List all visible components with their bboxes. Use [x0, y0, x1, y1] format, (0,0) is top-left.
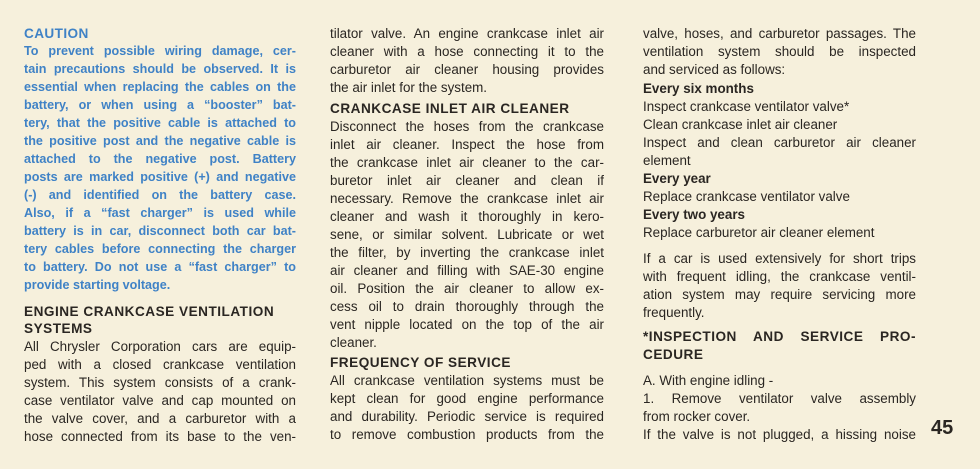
list-item: Replace crankcase ventilator valve: [643, 189, 850, 204]
body-line: to remove combustion products from the: [330, 427, 604, 442]
caution-line: to battery. Do not use a “fast charger” to: [24, 260, 296, 274]
list-item: element: [643, 153, 691, 168]
section-heading: ENGINE CRANKCASE VENTILATION: [24, 304, 275, 319]
body-line: oil. Position the air cleaner to allow ex-: [330, 281, 604, 296]
page-number: 45: [931, 417, 954, 439]
section-heading: CRANKCASE INLET AIR CLEANER: [330, 101, 570, 116]
caution-line: tery cables before connecting the charger: [24, 242, 296, 256]
list-item: Replace carburetor air cleaner element: [643, 225, 875, 240]
body-line: kept clean for good engine performance: [330, 391, 604, 406]
body-line: the crankcase inlet air cleaner to the car-: [330, 155, 604, 170]
note-line: frequently.: [643, 305, 705, 320]
body-line: case ventilator valve and cap mounted on: [24, 393, 296, 408]
caution-line: (-) and identified on the battery case.: [24, 188, 296, 202]
body-line: the filter, by inverting the crankcase inlet: [330, 245, 604, 260]
section-heading: SYSTEMS: [24, 321, 93, 336]
subheading-year: Every year: [643, 171, 711, 186]
body-line: All crankcase ventilation systems must be: [330, 373, 604, 388]
caution-line: the positive post and the negative cable is: [24, 134, 296, 148]
body-line: air cleaner and filling with SAE-30 engine: [330, 263, 604, 278]
caution-line: tain precautions should be observed. It is: [24, 62, 296, 76]
subheading-six-months: Every six months: [643, 81, 754, 96]
body-line: the valve cover, and a carburetor with a: [24, 411, 296, 426]
body-line: system. This system consists of a crank-: [24, 375, 296, 390]
subheading-two-years: Every two years: [643, 207, 745, 222]
caution-line: provide starting voltage.: [24, 278, 171, 292]
caution-line: attached to the negative post. Battery: [24, 152, 296, 166]
caution-line: To prevent possible wiring damage, cer-: [24, 44, 296, 58]
section-heading: FREQUENCY OF SERVICE: [330, 355, 511, 370]
caution-line: battery is in car, disconnect both car bat-: [24, 224, 296, 238]
body-line: cess oil to drain thoroughly through the: [330, 299, 604, 314]
body-line: sene, or similar solvent. Lubricate or wet: [330, 227, 604, 242]
body-line: valve, hoses, and carburetor passages. The: [643, 26, 916, 41]
caution-line: Also, if a “fast charger” is used while: [24, 206, 296, 220]
caution-line: tery, that the positive cable is attached to: [24, 116, 296, 130]
body-line: cleaner.: [330, 335, 377, 350]
step-line: 1. Remove ventilator valve assembly: [643, 391, 916, 406]
section-heading: *INSPECTION AND SERVICE PRO-: [643, 329, 916, 344]
list-item: Inspect and clean carburetor air cleaner: [643, 135, 916, 150]
body-line: ventilation system should be inspected: [643, 44, 916, 59]
caution-title: CAUTION: [24, 26, 89, 41]
body-line: carburetor air cleaner housing provides: [330, 62, 604, 77]
body-line: cleaner with a hose connecting it to the: [330, 44, 604, 59]
body-line: the air inlet for the system.: [330, 80, 488, 95]
list-item: Clean crankcase inlet air cleaner: [643, 117, 838, 132]
body-line: necessary. Remove the crankcase inlet air: [330, 191, 604, 206]
body-line: inlet air cleaner. Inspect the hose from: [330, 137, 604, 152]
section-heading: CEDURE: [643, 347, 704, 362]
body-line: buretor inlet air cleaner and clean if: [330, 173, 604, 188]
body-line: tilator valve. An engine crankcase inlet air: [330, 26, 604, 41]
step-line: from rocker cover.: [643, 409, 751, 424]
caution-line: essential when replacing the cables on the: [24, 80, 296, 94]
body-line: All Chrysler Corporation cars are equip-: [24, 339, 296, 354]
body-line: and durability. Periodic service is required: [330, 409, 604, 424]
caution-line: posts are marked positive (+) and negative: [24, 170, 296, 184]
step-line: A. With engine idling -: [643, 373, 774, 388]
body-line: Disconnect the hoses from the crankcase: [330, 119, 604, 134]
step-line: If the valve is not plugged, a hissing noise: [643, 427, 916, 442]
note-line: with frequent idling, the crankcase ventil-: [643, 269, 916, 284]
body-line: hose connected from its base to the ven-: [24, 429, 296, 444]
note-line: ation system may require servicing more: [643, 287, 916, 302]
body-line: cleaner and wash it thoroughly in kero-: [330, 209, 604, 224]
caution-line: battery, or when using a “booster” bat-: [24, 98, 296, 112]
list-item: Inspect crankcase ventilator valve*: [643, 99, 850, 114]
body-line: and serviced as follows:: [643, 62, 786, 77]
body-line: vent nipple located on the top of the air: [330, 317, 604, 332]
note-line: If a car is used extensively for short trips: [643, 251, 916, 266]
body-line: ped with a closed crankcase ventilation: [24, 357, 296, 372]
